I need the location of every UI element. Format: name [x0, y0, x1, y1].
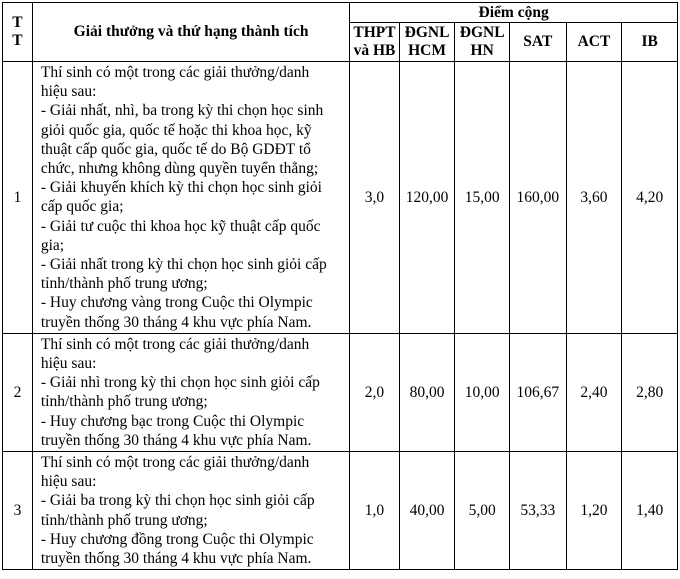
award-description-line: tỉnh/thành phố trung ương; — [40, 275, 208, 293]
header-col-thpt: THPT và HB — [350, 23, 399, 62]
points-act: 3,60 — [566, 62, 622, 334]
award-description-line: truyền thống 30 tháng 4 khu vực phía Nam. — [40, 313, 312, 331]
award-description-line: - Giải nhì trong kỳ thi chọn học sinh giỏi cấp — [40, 374, 320, 392]
header-col-dgnl-hn: ĐGNL HN — [455, 23, 510, 62]
award-description — [32, 452, 349, 570]
points-dgnl-hcm: 40,00 — [399, 452, 455, 570]
award-description-line: giỏi quốc gia, quốc tế hoặc thi khoa học, kỹ — [40, 121, 312, 139]
header-points: Điểm cộng — [350, 3, 678, 23]
points-sat: 53,33 — [509, 452, 566, 570]
header-col-sat: SAT — [509, 23, 566, 62]
award-description-line: - Giải khuyến khích kỳ thi chọn học sinh giỏi — [40, 179, 322, 197]
award-description-line: - Huy chương vàng trong Cuộc thi Olympic — [40, 294, 313, 312]
points-thpt: 2,0 — [350, 333, 399, 451]
award-description-line: tỉnh/thành phố trung ương; — [40, 511, 208, 529]
points-thpt: 3,0 — [350, 62, 399, 334]
award-description-line: thuật cấp quốc gia, quốc tế do Bộ GDĐT tổ — [40, 140, 311, 158]
award-description-line: - Giải tư cuộc thi khoa học kỹ thuật cấp quốc — [40, 217, 321, 235]
award-description-line: - Huy chương đồng trong Cuộc thi Olympic — [40, 530, 314, 548]
row-number: 1 — [3, 62, 33, 334]
award-description-line: tỉnh/thành phố trung ương; — [40, 393, 208, 411]
header-col-act: ACT — [566, 23, 622, 62]
awards-table — [2, 2, 678, 570]
award-description-line: cấp quốc gia; — [40, 198, 124, 216]
points-dgnl-hcm: 120,00 — [399, 62, 455, 334]
table-row — [3, 333, 678, 451]
award-description-line: chức, nhưng không dùng quyền tuyển thẳng; — [40, 160, 319, 178]
points-ib: 2,80 — [622, 333, 678, 451]
points-ib: 4,20 — [622, 62, 678, 334]
award-description-line: - Giải nhất, nhì, ba trong kỳ thi chọn học sinh — [40, 102, 324, 120]
header-col-ib: IB — [622, 23, 678, 62]
header-col-dgnl-hcm: ĐGNL HCM — [399, 23, 455, 62]
award-description-line: - Giải ba trong kỳ thi chọn học sinh giỏi cấp — [40, 492, 315, 510]
points-thpt: 1,0 — [350, 452, 399, 570]
points-dgnl-hn: 15,00 — [455, 62, 510, 334]
points-dgnl-hn: 5,00 — [455, 452, 510, 570]
award-description-line: - Giải nhất trong kỳ thi chọn học sinh giỏi cấp — [40, 256, 327, 274]
award-description-line: hiệu sau: — [40, 83, 97, 101]
award-description-line: Thí sinh có một trong các giải thưởng/danh — [40, 64, 310, 81]
points-ib: 1,40 — [622, 452, 678, 570]
award-description-line: Thí sinh có một trong các giải thưởng/danh — [40, 454, 310, 472]
award-description-line: hiệu sau: — [40, 355, 97, 373]
award-description-line: - Huy chương bạc trong Cuộc thi Olympic — [40, 412, 305, 430]
points-act: 2,40 — [566, 333, 622, 451]
points-sat: 160,00 — [509, 62, 566, 334]
points-sat: 106,67 — [509, 333, 566, 451]
header-tt: T T — [3, 3, 33, 62]
award-description-line: hiệu sau: — [40, 473, 97, 491]
award-description-line: Thí sinh có một trong các giải thưởng/danh — [40, 335, 310, 353]
points-act: 1,20 — [566, 452, 622, 570]
table-row — [3, 452, 678, 570]
award-description-line: gia; — [40, 236, 65, 254]
table-row — [3, 62, 678, 334]
row-number: 2 — [3, 333, 33, 451]
award-description — [32, 333, 349, 451]
points-dgnl-hn: 10,00 — [455, 333, 510, 451]
row-number: 3 — [3, 452, 33, 570]
award-description — [32, 62, 349, 334]
header-award: Giải thưởng và thứ hạng thành tích — [32, 3, 349, 62]
award-description-line: truyền thống 30 tháng 4 khu vực phía Nam. — [40, 431, 312, 449]
points-dgnl-hcm: 80,00 — [399, 333, 455, 451]
award-description-line: truyền thống 30 tháng 4 khu vực phía Nam. — [40, 550, 312, 568]
